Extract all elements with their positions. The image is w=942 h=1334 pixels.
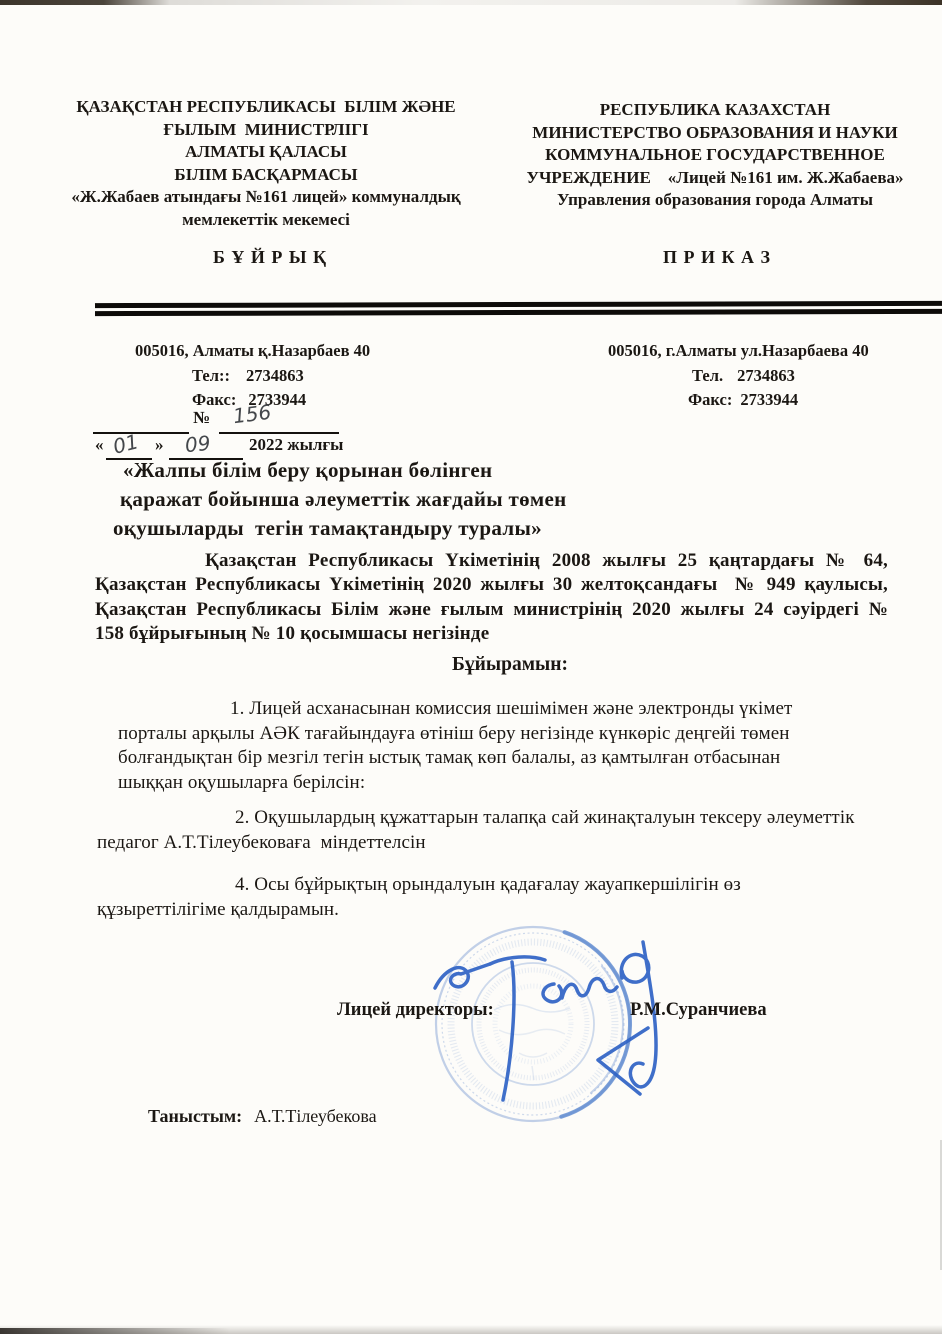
org-letterhead-kk <box>62 96 470 232</box>
director-label: Лицей директоры: <box>337 1000 494 1020</box>
org-line-ru: РЕСПУБЛИКА КАЗАХСТАН <box>599 100 831 119</box>
subject-line: оқушыларды тегін тамақтандыру туралы» <box>113 516 542 540</box>
org-line-kk: АЛМАТЫ ҚАЛАСЫ <box>185 142 347 162</box>
point-line: 1. Лицей асханасынан комиссия шешімімен және электронды үкімет <box>230 698 793 719</box>
director-signature <box>412 928 682 1123</box>
open-quote: « <box>95 435 104 454</box>
handwritten-month: 09 <box>183 430 212 458</box>
director-name: Р.М.Суранчиева <box>630 1000 767 1020</box>
org-line-kk: «Ж.Жабаев атындағы №161 лицей» коммуналдық <box>71 187 461 207</box>
phone-label: Тел. <box>692 366 724 385</box>
phone-value: 2734863 <box>737 366 795 385</box>
org-line-ru: Управления образования города Алматы <box>557 190 873 210</box>
scan-top-edge <box>0 0 942 5</box>
point-line: 4. Осы бұйрықтың орындалуын қадағалау жауапкершілігін өз <box>235 874 741 895</box>
point-line: болғандықтан бір мезгіл тегін ыстық тамақ көп балалы, аз қамтылған отбасынан <box>118 747 781 769</box>
number-sign: № <box>193 408 211 427</box>
legal-basis-paragraph <box>95 549 888 647</box>
point-line: педагог А.Т.Тілеубековаға міндеттелсін <box>97 831 426 853</box>
acknowledgement-row <box>148 1106 377 1127</box>
order-point-2 <box>97 806 897 855</box>
address-ru: 005016, г.Алматы ул.Назарбаева 40 <box>608 341 869 360</box>
handwritten-order-number: 156 <box>231 399 273 429</box>
org-line-kk: ҚАЗАҚСТАН РЕСПУБЛИКАСЫ БІЛІМ ЖӘНЕ <box>76 97 456 116</box>
fax-value: 2733944 <box>248 390 307 409</box>
phone-row-kk <box>192 366 304 386</box>
org-line-kk: мемлекеттік мекемесі <box>182 209 350 229</box>
order-verb-heading: Бұйырамын: <box>452 654 568 675</box>
org-line-kk: БІЛІМ БАСҚАРМАСЫ <box>174 164 358 184</box>
acknowledgement-name: А.Т.Тілеубекова <box>254 1106 377 1126</box>
order-point-1 <box>118 697 908 795</box>
basis-line: Қазақстан Республикасы Білім және ғылым министрінің 2020 жылғы 24 сәуірдегі № <box>95 598 888 620</box>
point-line: порталы арқылы АӘК тағайындауға өтініш беру негізінде күнкөріс деңгейі төмен <box>118 722 790 744</box>
order-subject <box>113 456 567 543</box>
org-line-ru: УЧРЕЖДЕНИЕ «Лицей №161 им. Ж.Жабаева» <box>526 167 904 187</box>
fax-label: Факс: <box>688 390 733 409</box>
order-point-4 <box>97 873 897 922</box>
fax-label: Факс: <box>192 390 237 409</box>
fax-value: 2733944 <box>740 390 799 409</box>
org-line-ru: МИНИСТЕРСТВО ОБРАЗОВАНИЯ И НАУКИ <box>532 122 898 142</box>
point-line: шыққан оқушыларға берілсін: <box>118 771 366 793</box>
subject-line: «Жалпы білім беру қорынан бөлінген <box>123 458 493 482</box>
year-text: 2022 жылғы <box>249 435 344 454</box>
handwritten-day: 01 <box>110 429 141 459</box>
org-line-kk: ҒЫЛЫМ МИНИСТРЛІГІ <box>163 119 369 139</box>
fax-row-ru <box>688 390 798 410</box>
point-line: 2. Оқушылардың құжаттарын талапқа сай жинақталуын тексеру әлеуметтік <box>235 807 855 828</box>
point-line: құзыреттілігіме қалдырамын. <box>97 898 339 920</box>
close-quote: » <box>155 435 164 454</box>
basis-line: Қазақстан Республикасы Үкіметінің 2020 жылғы 30 желтоқсандағы № 949 қаулысы, <box>95 574 888 596</box>
order-word-kk: Б Ұ Й Р Ы Қ <box>212 247 328 267</box>
basis-line: Қазақстан Республикасы Үкіметінің 2008 жылғы 25 қаңтардағы № 64, <box>205 550 888 571</box>
org-letterhead-ru <box>505 99 925 212</box>
acknowledgement-label: Таныстым: <box>148 1106 243 1126</box>
order-word-ru: П Р И К А З <box>662 247 772 267</box>
basis-line: 158 бұйрығының № 10 қосымшасы негізінде <box>95 623 490 645</box>
phone-label: Тел:: <box>192 366 230 385</box>
subject-line: қаражат бойынша әлеуметтік жағдайы төмен <box>120 487 567 511</box>
org-line-ru: КОММУНАЛЬНОЕ ГОСУДАРСТВЕННОЕ <box>545 145 885 165</box>
phone-value: 2734863 <box>245 366 304 385</box>
double-rule-divider <box>95 301 942 317</box>
address-kk: 005016, Алматы қ.Назарбаев 40 <box>135 341 371 360</box>
scan-bottom-edge <box>0 1325 942 1334</box>
phone-row-ru <box>692 366 795 386</box>
